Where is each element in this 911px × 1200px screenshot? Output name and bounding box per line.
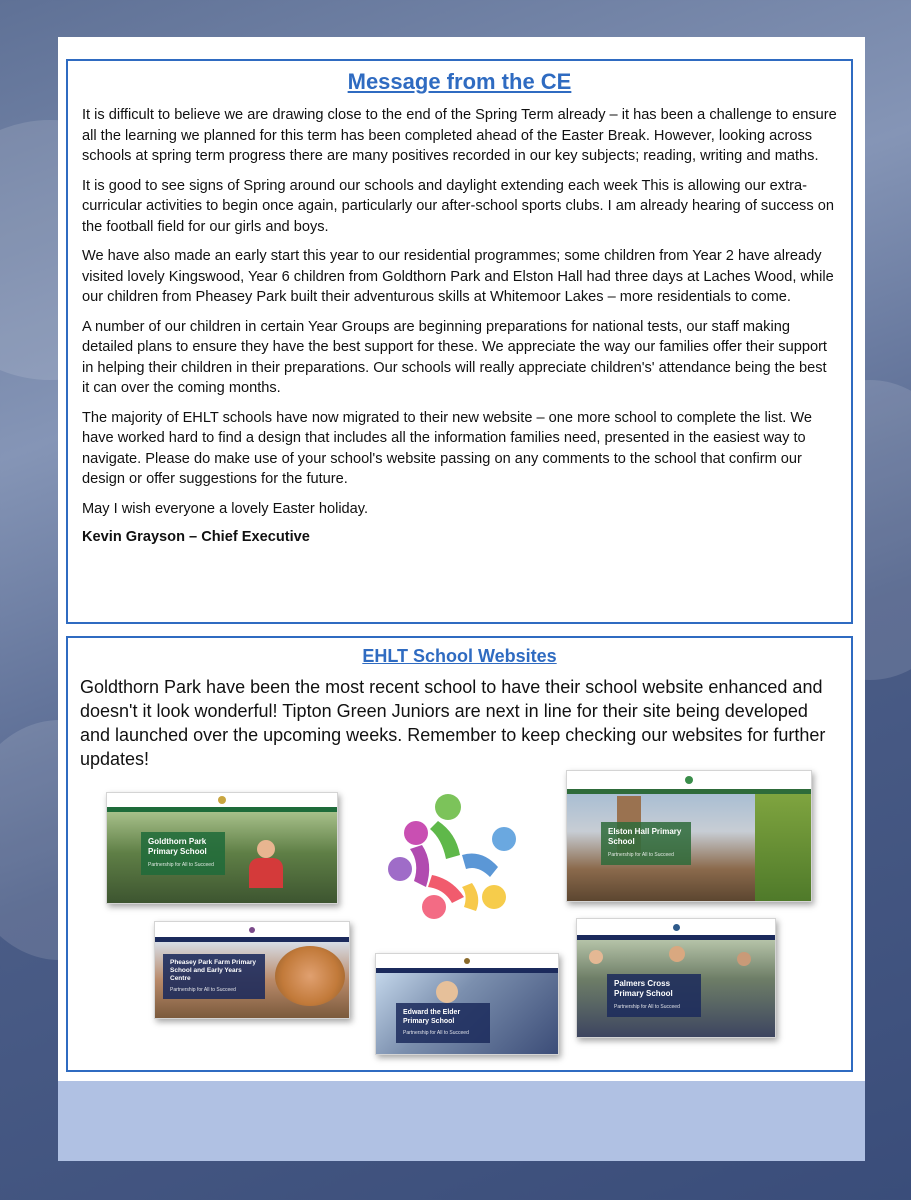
tree [755, 794, 811, 901]
school-logo-icon [464, 958, 470, 964]
autumn-tree [275, 946, 345, 1006]
site-banner [607, 974, 701, 1017]
ehlt-logo-icon [386, 793, 522, 923]
school-logo-icon [218, 796, 226, 804]
site-header [376, 954, 558, 968]
child-figure [737, 952, 751, 966]
elston-hall-website-thumbnail [566, 770, 812, 902]
ce-paragraph: It is difficult to believe we are drawing close to the end of the Spring Term already – it has been a challenge to ensure all the learning we planned for this term has been completed ahead of the Easter Break. However, looking across schools at spring term progress there are many positives recorded in our key subjects; reading, writing and maths. [82, 107, 837, 164]
site-hero-image [567, 794, 811, 901]
edward-the-elder-website-thumbnail [375, 953, 559, 1055]
school-name: Palmers Cross Primary School [614, 979, 673, 998]
school-name: Pheasey Park Farm Primary School and Early Years Centre [170, 959, 256, 982]
ce-paragraph: May I wish everyone a lovely Easter holiday. [82, 500, 369, 517]
site-header [155, 922, 349, 937]
palmers-cross-website-thumbnail [576, 918, 776, 1038]
site-banner [396, 1003, 490, 1043]
newsletter-page [58, 37, 865, 1161]
child-figure [436, 981, 458, 1003]
ce-message-box [66, 59, 853, 624]
ce-paragraph: The majority of EHLT schools have now migrated to their new website – one more school to complete the list. We have worked hard to find a design that includes all the information families need, presented in the easiest way to navigate. Please do make use of your school's website passing on any comments to the school that confirm our design or offer suggestions for the future. [82, 409, 813, 487]
site-banner [601, 822, 691, 865]
ce-signature: Kevin Grayson – Chief Executive [82, 529, 310, 545]
site-header [107, 793, 337, 807]
site-banner [141, 832, 225, 875]
school-tagline: Partnership for All to Succeed [170, 987, 236, 993]
school-logo-icon [673, 924, 680, 931]
school-name: Goldthorn Park Primary School [148, 837, 207, 856]
school-logo-icon [249, 927, 255, 933]
site-hero-image [376, 973, 558, 1054]
school-name: Elston Hall Primary School [608, 827, 682, 846]
ce-paragraph: It is good to see signs of Spring around our schools and daylight extending each week This is allowing our extra-curricular activities to begin once again, particularly our after-school sports clubs. I am already hearing of success on the football field for our girls and boys. [82, 177, 834, 235]
child-figure [249, 858, 283, 888]
ce-message-title: Message from the CE [347, 69, 572, 94]
site-hero-image [577, 940, 775, 1037]
site-hero-image [107, 812, 337, 903]
footer-band [58, 1081, 865, 1161]
school-name: Edward the Elder Primary School [403, 1009, 461, 1025]
site-header [567, 771, 811, 789]
site-banner [163, 954, 265, 999]
site-header [577, 919, 775, 935]
websites-lead: Goldthorn Park have been the most recent school to have their school website enhanced and doesn't it look wonderful! Tipton Green Juniors are next in line for their site being developed and launched over the upcoming weeks. Remember to keep checking our websites for further updates! [80, 677, 826, 769]
child-figure [257, 840, 275, 858]
school-tagline: Partnership for All to Succeed [614, 1004, 680, 1010]
school-tagline: Partnership for All to Succeed [148, 862, 214, 868]
websites-title: EHLT School Websites [362, 646, 557, 666]
school-websites-box [66, 636, 853, 1072]
pheasey-park-farm-website-thumbnail [154, 921, 350, 1019]
school-tagline: Partnership for All to Succeed [403, 1030, 469, 1036]
child-figure [669, 946, 685, 962]
ce-paragraph: A number of our children in certain Year Groups are beginning preparations for national tests, our staff making detailed plans to ensure they have the best support for these. We appreciate the way our families offer their support in helping their children in their preparations. Our schools will really appreciate children's' attendance being the best it can over the coming months. [82, 318, 827, 396]
ce-paragraph: We have also made an early start this year to our residential programmes; some children from Year 2 have already visited lovely Kingswood, Year 6 children from Goldthorn Park and Elston Hall had three days at Laches Wood, while our children from Pheasey Park built their adventurous skills at Whitemoor Lakes – more residentials to come. [82, 248, 834, 305]
school-tagline: Partnership for All to Succeed [608, 852, 674, 858]
site-hero-image [155, 942, 349, 1018]
child-figure [589, 950, 603, 964]
school-logo-icon [685, 776, 693, 784]
goldthorn-park-website-thumbnail [106, 792, 338, 904]
